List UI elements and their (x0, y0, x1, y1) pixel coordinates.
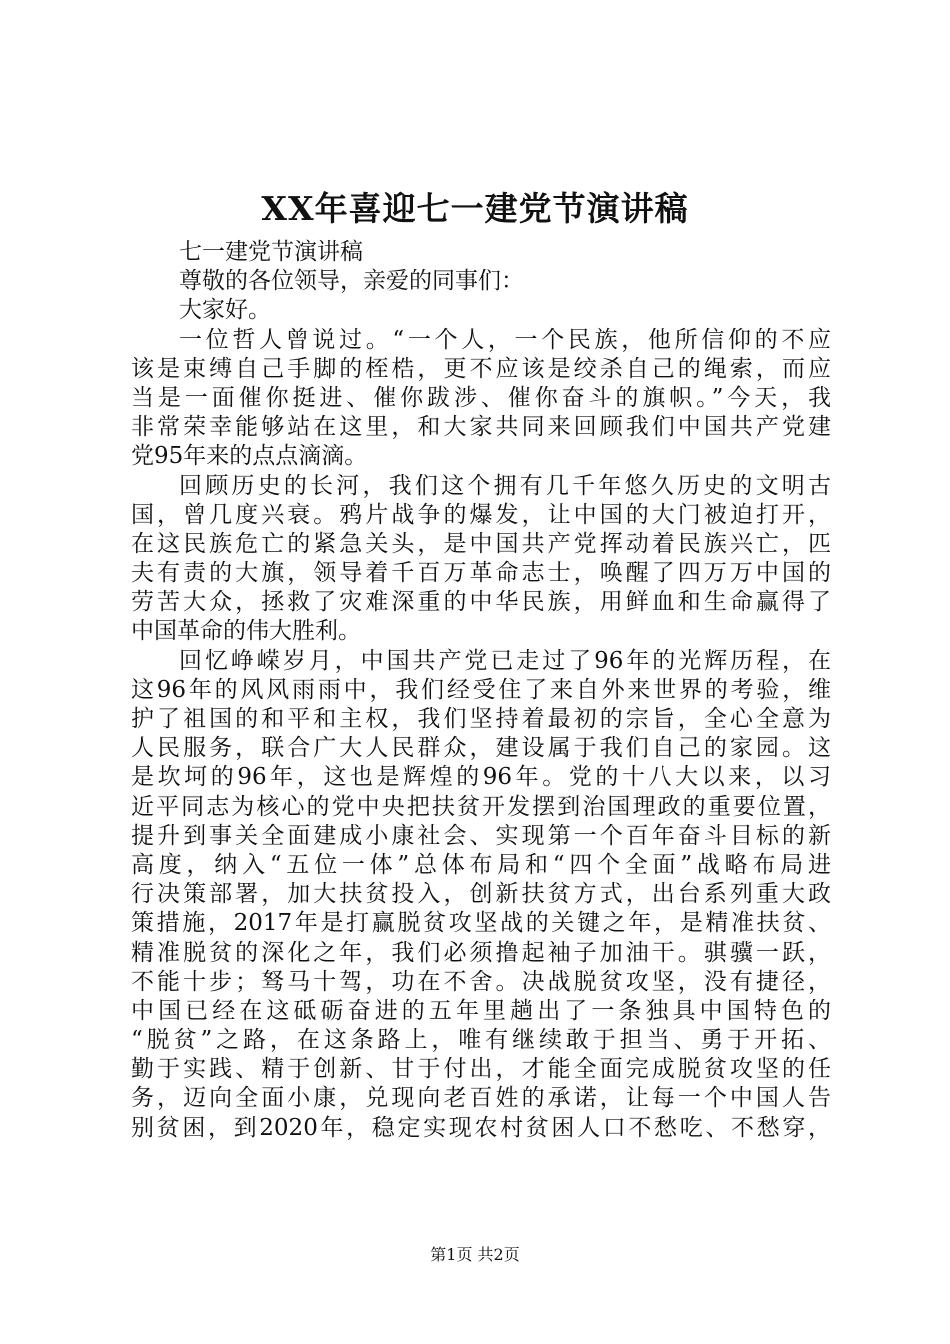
paragraph-line: 勤于实践、精于创新、甘于付出，才能全面完成脱贫攻坚的任 (131, 1056, 831, 1083)
paragraph-line: 近平同志为核心的党中央把扶贫开发摆到治国理政的重要位置， (131, 793, 831, 820)
paragraph-line: 尊敬的各位领导，亲爱的同事们： (179, 268, 524, 295)
paragraph-line: 夫有责的大旗，领导着千百万革命志士，唤醒了四万万中国的 (131, 560, 831, 587)
paragraph-line: 一位哲人曾说过。“一个人，一个民族，他所信仰的不应 (179, 326, 831, 353)
paragraph-line: 不能十步；驽马十驾，功在不舍。决战脱贫攻坚，没有捷径， (131, 968, 831, 995)
paragraph-line: 提升到事关全面建成小康社会、实现第一个百年奋斗目标的新 (131, 822, 831, 849)
speech-body (131, 238, 831, 1143)
paragraph-line: 精准脱贫的深化之年，我们必须撸起袖子加油干。骐骥一跃， (131, 939, 831, 966)
page-title: XX年喜迎七一建党节演讲稿 (261, 189, 689, 228)
paragraph-line: 中国革命的伟大胜利。 (131, 618, 361, 645)
paragraph-line: 在这民族危亡的紧急关头，是中国共产党挥动着民族兴亡，匹 (131, 530, 831, 557)
paragraph-line: 人民服务，联合广大人民群众，建设属于我们自己的家园。这 (131, 735, 831, 762)
paragraph-line: 高度，纳入“五位一体”总体布局和“四个全面”战略布局进 (131, 851, 831, 878)
paragraph-line: 回顾历史的长河，我们这个拥有几千年悠久历史的文明古 (179, 472, 831, 499)
paragraph-line: 中国已经在这砥砺奋进的五年里趟出了一条独具中国特色的 (131, 997, 831, 1024)
paragraph-line: 策措施，2017年是打赢脱贫攻坚战的关键之年，是精准扶贫、 (131, 910, 831, 937)
paragraph-line: 大家好。 (179, 297, 271, 324)
paragraph-line: 这96年的风风雨雨中，我们经受住了来自外来世界的考验，维 (131, 676, 831, 703)
paragraph-line: 七一建党节演讲稿 (179, 239, 363, 265)
paragraph-line: 国，曾几度兴衰。鸦片战争的爆发，让中国的大门被迫打开， (131, 501, 831, 528)
paragraph-line: 党95年来的点点滴滴。 (131, 443, 368, 470)
paragraph-line: 务，迈向全面小康，兑现向老百姓的承诺，让每一个中国人告 (131, 1085, 831, 1112)
paragraph-line: 该是束缚自己手脚的桎梏，更不应该是绞杀自己的绳索，而应 (131, 355, 831, 382)
paragraph-line: 别贫困，到2020年，稳定实现农村贫困人口不愁吃、不愁穿， (131, 1114, 831, 1141)
paragraph-line: 行决策部署，加大扶贫投入，创新扶贫方式，出台系列重大政 (131, 881, 831, 908)
paragraph-line: 劳苦大众，拯救了灾难深重的中华民族，用鲜血和生命赢得了 (131, 589, 831, 616)
page-number-footer: 第1页 共2页 (430, 1245, 520, 1264)
paragraph-line: 回忆峥嵘岁月，中国共产党已走过了96年的光辉历程，在 (179, 647, 831, 674)
paragraph-line: “脱贫”之路，在这条路上，唯有继续敢于担当、勇于开拓、 (131, 1027, 831, 1054)
paragraph-line: 非常荣幸能够站在这里，和大家共同来回顾我们中国共产党建 (131, 414, 831, 441)
paragraph-line: 护了祖国的和平和主权，我们坚持着最初的宗旨，全心全意为 (131, 706, 831, 732)
paragraph-line: 是坎坷的96年，这也是辉煌的96年。党的十八大以来，以习 (131, 764, 831, 791)
paragraph-line: 当是一面催你挺进、催你跋涉、催你奋斗的旗帜。”今天，我 (131, 384, 831, 411)
